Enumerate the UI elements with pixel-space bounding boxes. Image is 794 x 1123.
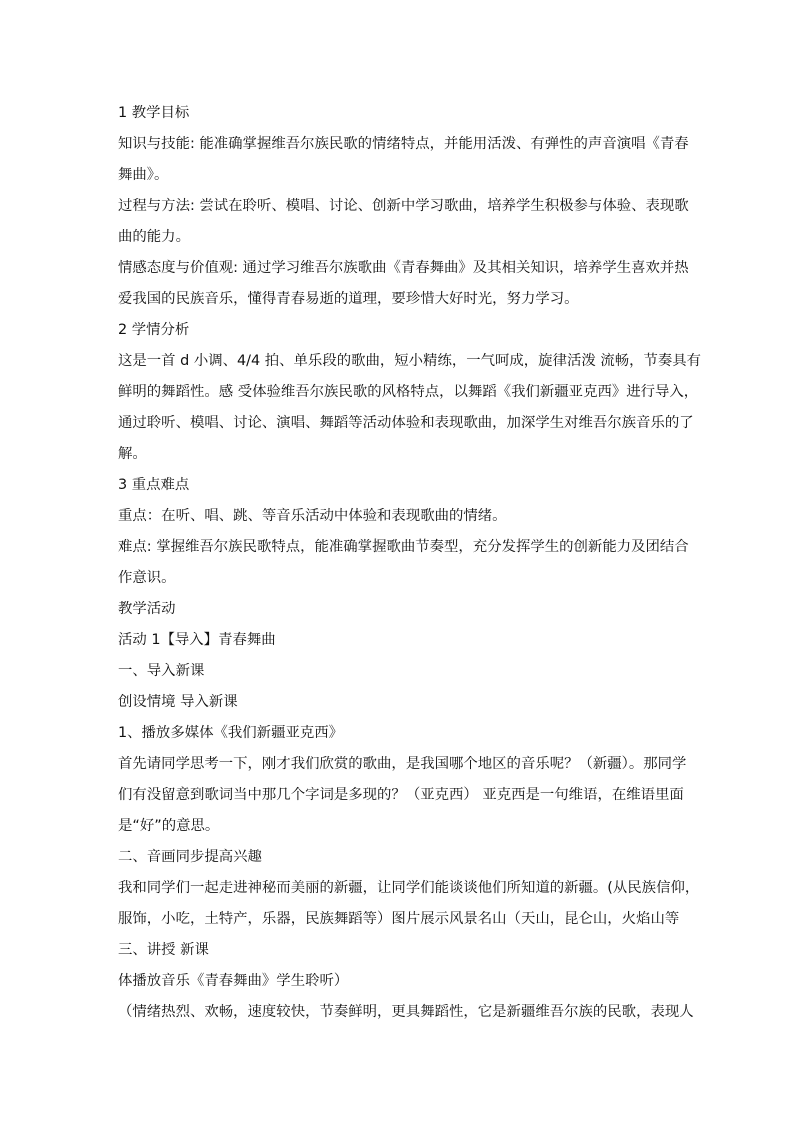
paragraph-line: 舞曲》。 [118, 167, 169, 183]
paragraph-line: 是“好”的意思。 [118, 818, 220, 834]
paragraph-line: 难点: 掌握维吾尔族民歌特点，能准确掌握歌曲节奏型，充分发挥学生的创新能力及团结合 [118, 539, 689, 555]
paragraph-line: 我和同学们一起走进神秘而美丽的新疆，让同学们能谈谈他们所知道的新疆。(从民族信仰， [118, 880, 700, 896]
paragraph-line: 鲜明的舞蹈性。感 受体验维吾尔族民歌的风格特点，以舞蹈《我们新疆亚克西》进行导入， [118, 384, 699, 400]
paragraph-line: 1、播放多媒体《我们新疆亚克西》 [118, 725, 344, 741]
subsection-heading: 二、音画同步提高兴趣 [118, 849, 262, 865]
paragraph-line: 知识与技能: 能准确掌握维吾尔族民歌的情绪特点，并能用活泼、有弹性的声音演唱《青春 [118, 136, 689, 152]
document-body [118, 98, 702, 1028]
paragraph-line: 过程与方法: 尝试在聆听、模唱、讨论、创新中学习歌曲，培养学生积极参与体验、表现歌 [118, 198, 689, 214]
paragraph-line: （情绪热烈、欢畅，速度较快，节奏鲜明，更具舞蹈性，它是新疆维吾尔族的民歌，表现人 [118, 1004, 694, 1020]
activity-title: 活动 1【导入】青春舞曲 [118, 632, 276, 648]
paragraph-line: 服饰，小吃，土特产，乐器，民族舞蹈等）图片展示风景名山（天山，昆仑山，火焰山等 [118, 911, 680, 927]
paragraph-line: 重点：在听、唱、跳、等音乐活动中体验和表现歌曲的情绪。 [118, 508, 507, 524]
section-heading-activities: 教学活动 [118, 601, 176, 617]
section-heading-teaching-goals: 1 教学目标 [118, 105, 190, 121]
paragraph-line: 们有没留意到歌词当中那几个字词是多现的？（亚克西） 亚克西是一句维语，在维语里面 [118, 787, 684, 803]
section-heading-student-analysis: 2 学情分析 [118, 322, 190, 338]
paragraph-line: 情感态度与价值观: 通过学习维吾尔族歌曲《青春舞曲》及其相关知识，培养学生喜欢并热 [118, 260, 689, 276]
paragraph-line: 体播放音乐《青春舞曲》学生聆听） [118, 973, 349, 989]
paragraph-line: 爱我国的民族音乐，懂得青春易逝的道理，要珍惜大好时光，努力学习。 [118, 291, 579, 307]
subsection-heading: 一、导入新课 [118, 663, 205, 679]
subsection-heading: 三、讲授 新课 [118, 942, 209, 958]
paragraph-line: 曲的能力。 [118, 229, 190, 245]
section-heading-key-points: 3 重点难点 [118, 477, 190, 493]
paragraph-line: 这是一首 d 小调、4/4 拍、单乐段的歌曲，短小精练，一气呵成，旋律活泼 流畅，节奏具有 [118, 353, 702, 369]
paragraph-line: 作意识。 [118, 570, 176, 586]
paragraph-line: 创设情境 导入新课 [118, 694, 238, 710]
paragraph-line: 解。 [118, 446, 147, 462]
paragraph-line: 首先请同学思考一下，刚才我们欣赏的歌曲，是我国哪个地区的音乐呢？（新疆）。那同学 [118, 756, 687, 772]
paragraph-line: 通过聆听、模唱、讨论、演唱、舞蹈等活动体验和表现歌曲，加深学生对维吾尔族音乐的了 [118, 415, 694, 431]
